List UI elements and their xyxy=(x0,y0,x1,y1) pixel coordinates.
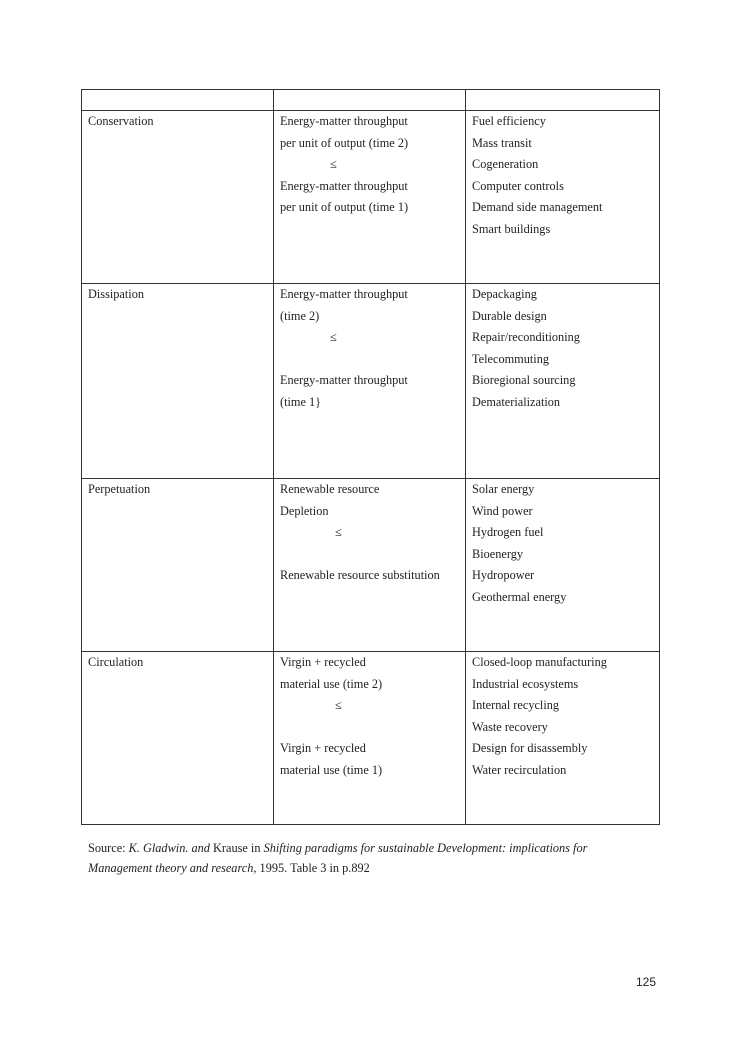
header-cell xyxy=(82,90,274,111)
example-item: Wind power xyxy=(472,503,533,518)
example-item: Geothermal energy xyxy=(472,589,567,604)
measure-cell xyxy=(274,284,466,479)
measure-line: material use (time 2) xyxy=(280,676,383,691)
leq-symbol: ≤ xyxy=(335,698,342,713)
example-item: Durable design xyxy=(472,308,547,323)
leq-symbol: ≤ xyxy=(335,525,342,540)
example-item: Demand side management xyxy=(472,200,603,215)
measure-line: material use (time 1) xyxy=(280,762,383,777)
table-row xyxy=(82,284,660,479)
principle-cell xyxy=(82,284,274,479)
example-item: Waste recovery xyxy=(472,719,548,734)
source-citation xyxy=(88,838,648,878)
measure-line: per unit of output (time 1) xyxy=(280,200,409,215)
header-cell xyxy=(466,90,660,111)
example-item: Repair/reconditioning xyxy=(472,330,580,345)
leq-symbol: ≤ xyxy=(330,330,337,345)
measure-cell xyxy=(274,111,466,284)
measure-line: Renewable resource substitution xyxy=(280,568,440,583)
source-title: Shifting paradigms for sustainable Development: implications for Management theory and research xyxy=(88,841,588,875)
example-item: Industrial ecosystems xyxy=(472,676,579,691)
measure-line: Energy-matter throughput xyxy=(280,114,408,128)
example-item: Closed-loop manufacturing xyxy=(472,655,607,669)
measure-line: Depletion xyxy=(280,503,329,518)
examples-cell xyxy=(466,284,660,479)
examples-cell xyxy=(466,479,660,652)
table-row xyxy=(82,652,660,825)
principle-cell xyxy=(82,479,274,652)
principle-name: Perpetuation xyxy=(88,482,151,496)
source-authors: K. Gladwin. and xyxy=(128,841,214,855)
table-header-row xyxy=(82,90,660,111)
example-item: Bioenergy xyxy=(472,546,524,561)
leq-symbol: ≤ xyxy=(330,157,337,172)
example-item: Hydrogen fuel xyxy=(472,525,544,540)
example-item: Dematerialization xyxy=(472,394,561,409)
example-item: Hydropower xyxy=(472,568,535,583)
measure-line xyxy=(280,544,459,566)
source-author2: Krause in xyxy=(213,841,264,855)
principle-name: Conservation xyxy=(88,114,154,128)
example-item: Smart buildings xyxy=(472,221,551,236)
measure-line: Renewable resource xyxy=(280,482,380,496)
example-item: Design for disassembly xyxy=(472,741,588,756)
principle-cell xyxy=(82,652,274,825)
header-cell xyxy=(274,90,466,111)
examples-cell xyxy=(466,652,660,825)
table-row xyxy=(82,479,660,652)
example-item: Mass transit xyxy=(472,135,532,150)
example-item: Depackaging xyxy=(472,287,537,301)
source-prefix: Source: xyxy=(88,841,129,855)
table-row xyxy=(82,111,660,284)
examples-cell xyxy=(466,111,660,284)
measure-line: Energy-matter throughput xyxy=(280,373,408,388)
source-suffix: , 1995. Table 3 in p.892 xyxy=(253,861,370,875)
example-item: Cogeneration xyxy=(472,157,539,172)
principle-cell xyxy=(82,111,274,284)
example-item: Computer controls xyxy=(472,178,564,193)
principle-name: Circulation xyxy=(88,655,144,669)
measure-line: (time 2) xyxy=(280,308,320,323)
measure-cell xyxy=(274,652,466,825)
measure-line: Energy-matter throughput xyxy=(280,287,408,301)
example-item: Solar energy xyxy=(472,482,535,496)
example-item: Fuel efficiency xyxy=(472,114,546,128)
measure-line: Energy-matter throughput xyxy=(280,178,408,193)
measure-line xyxy=(280,717,459,739)
measure-line: (time 1} xyxy=(280,394,322,409)
principle-name: Dissipation xyxy=(88,287,145,301)
page-number: 125 xyxy=(636,975,657,989)
measure-line xyxy=(280,349,459,371)
example-item: Telecommuting xyxy=(472,351,549,366)
principles-table xyxy=(81,89,660,825)
measure-line: Virgin + recycled xyxy=(280,741,366,756)
example-item: Internal recycling xyxy=(472,698,560,713)
example-item: Water recirculation xyxy=(472,762,567,777)
measure-line: per unit of output (time 2) xyxy=(280,135,409,150)
measure-line: Virgin + recycled xyxy=(280,655,366,669)
example-item: Bioregional sourcing xyxy=(472,373,576,388)
measure-cell xyxy=(274,479,466,652)
